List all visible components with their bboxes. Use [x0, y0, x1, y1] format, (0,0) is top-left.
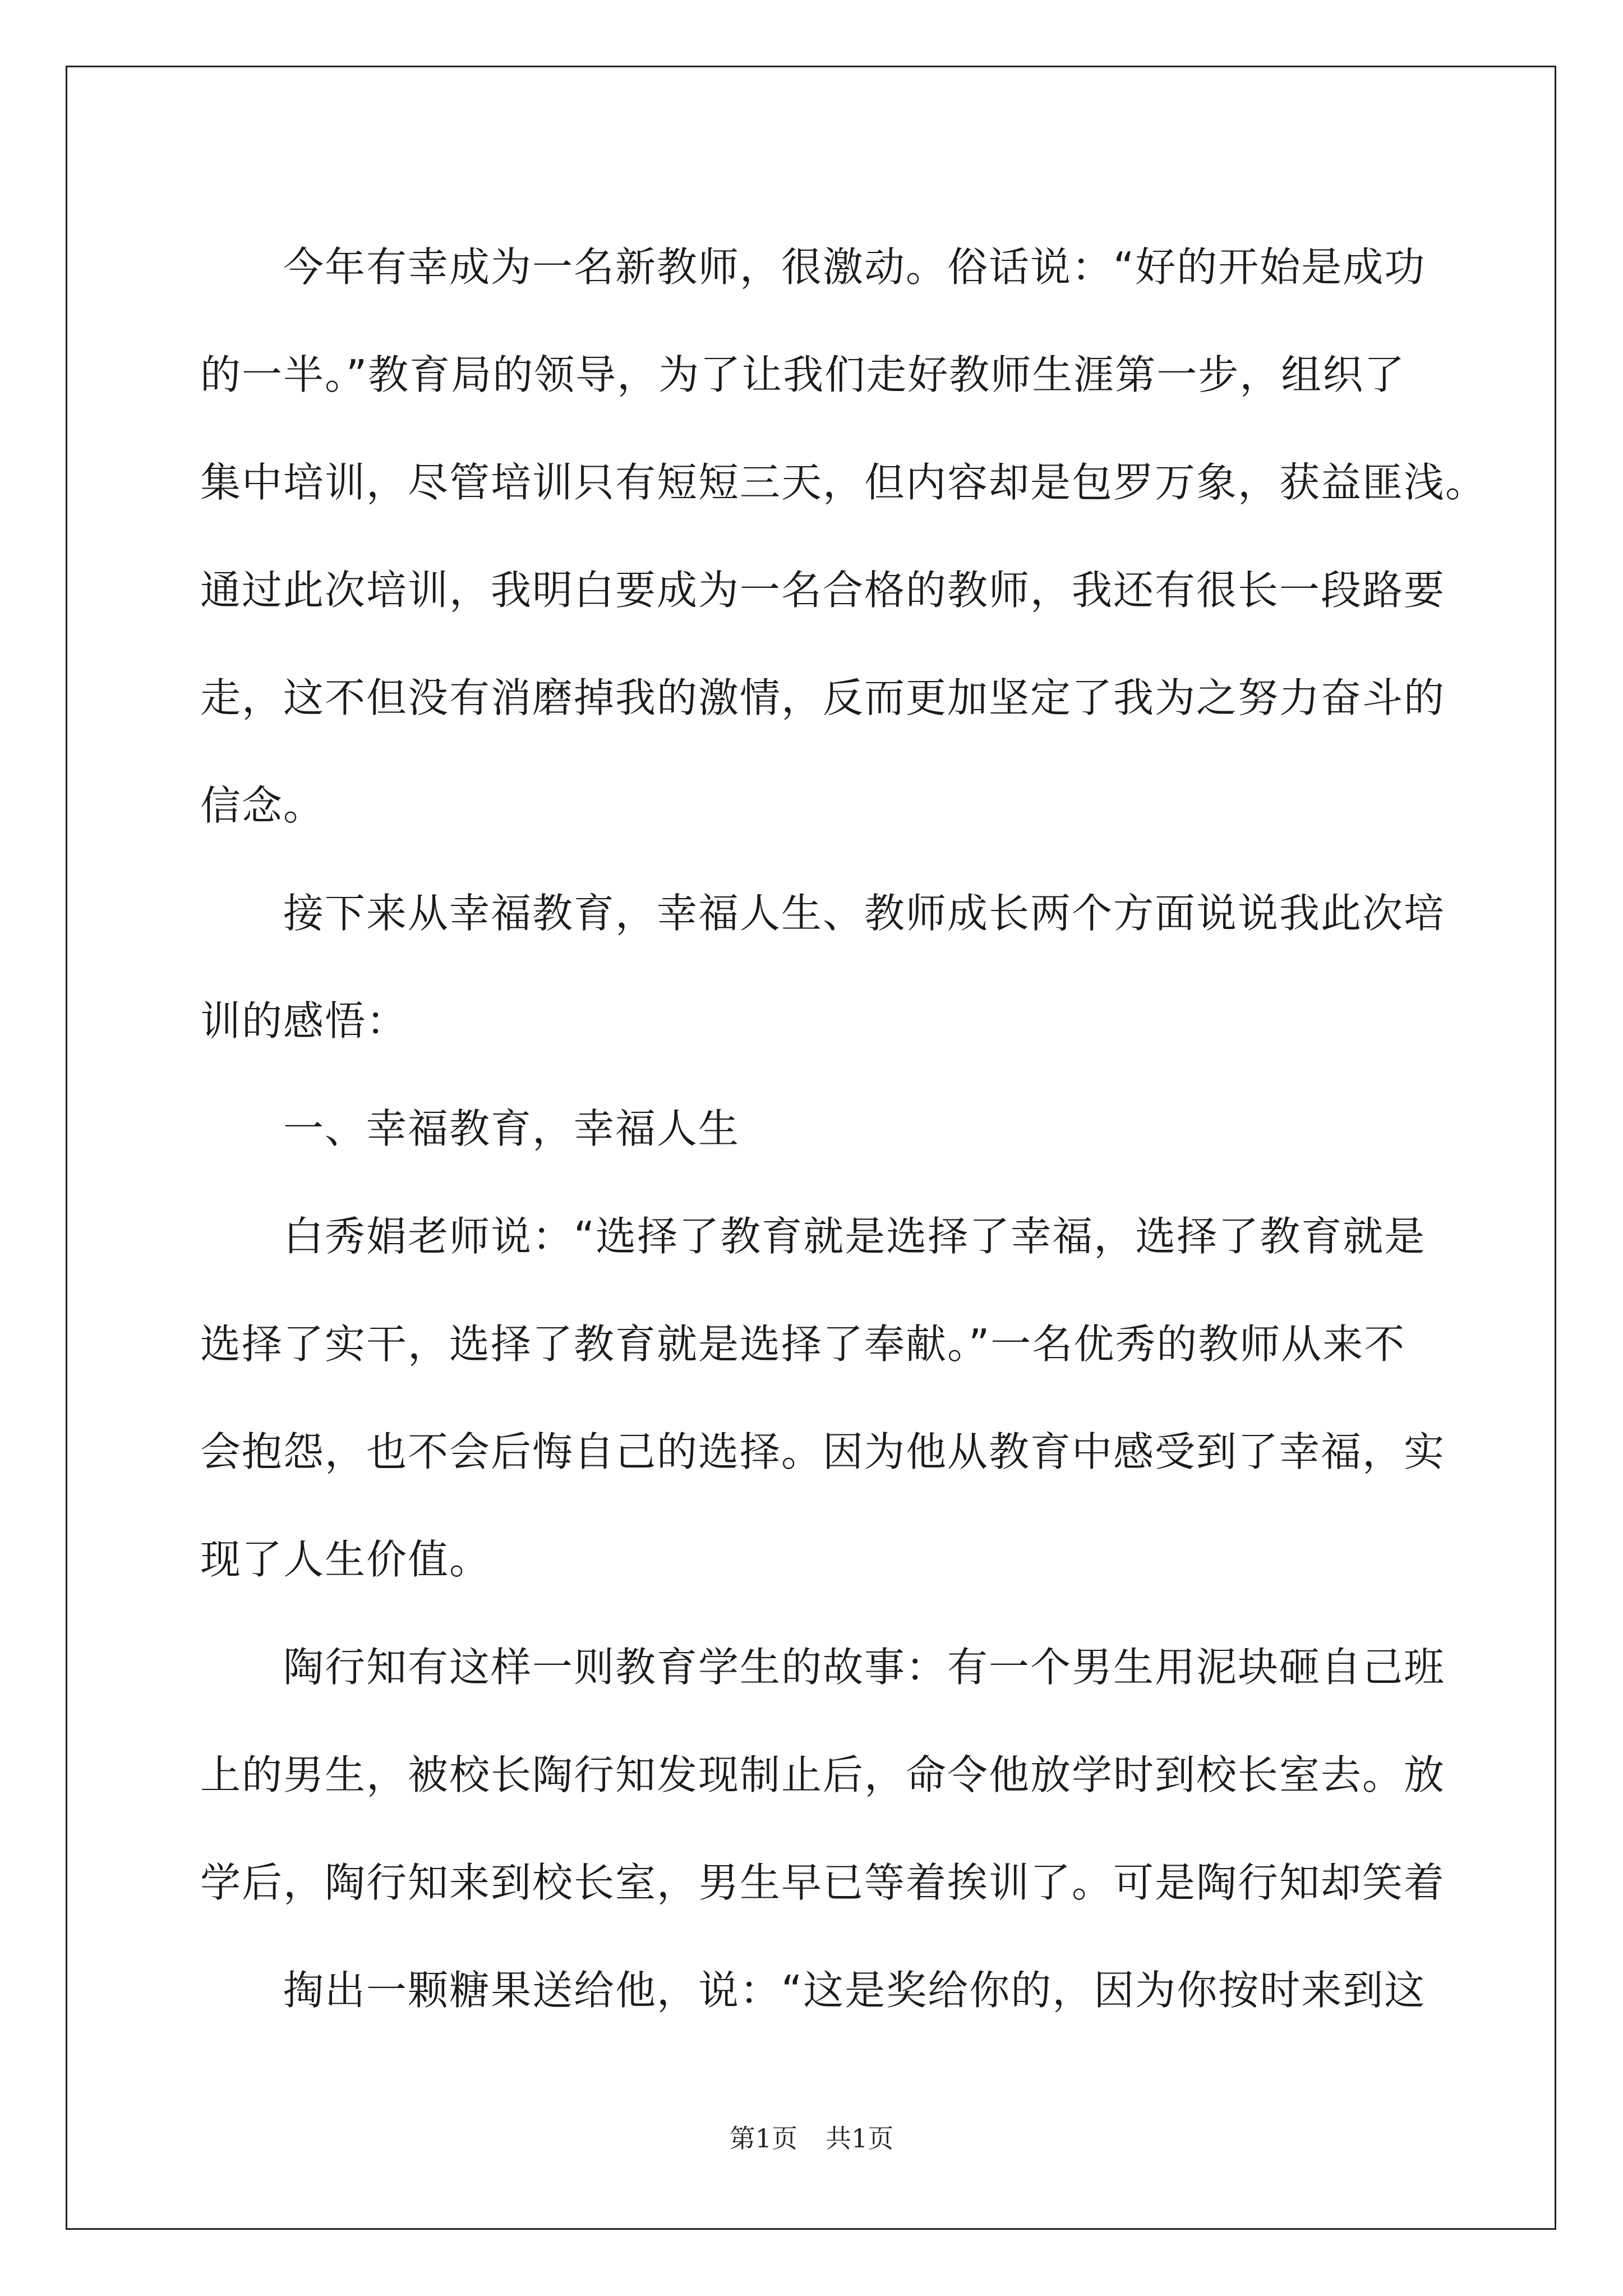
text-line: 训的感悟：: [200, 997, 408, 1045]
text-line: 今年有幸成为一名新教师，很激动。俗话说：“好的开始是成功: [283, 243, 1426, 291]
text-line: 的一半。”教育局的领导，为了让我们走好教师生涯第一步，组织了: [200, 351, 1406, 398]
text-line: 学后，陶行知来到校长室，男生早已等着挨训了。可是陶行知却笑着: [200, 1859, 1446, 1906]
text-line: 走，这不但没有消磨掉我的激情，反而更加坚定了我为之努力奋斗的: [200, 674, 1446, 721]
text-line: 陶行知有这样一则教育学生的故事：有一个男生用泥块砸自己班: [283, 1644, 1446, 1691]
page-footer: [0, 2118, 1623, 2155]
text-line: 集中培训，尽管培训只有短短三天，但内容却是包罗万象，获益匪浅。: [200, 459, 1487, 506]
text-line: 一、幸福教育，幸福人生: [283, 1105, 740, 1152]
text-line: 信念。: [200, 782, 325, 829]
text-line: 通过此次培训，我明白要成为一名合格的教师，我还有很长一段路要: [200, 567, 1446, 614]
text-line: 接下来从幸福教育，幸福人生、教师成长两个方面说说我此次培: [283, 890, 1446, 937]
text-line: 会抱怨，也不会后悔自己的选择。因为他从教育中感受到了幸福，实: [200, 1428, 1446, 1475]
text-line: 上的男生，被校长陶行知发现制止后，命令他放学时到校长室去。放: [200, 1751, 1446, 1798]
text-line: 现了人生价值。: [200, 1536, 491, 1583]
page-total: 共1页: [826, 2123, 894, 2154]
page-number: 第1页: [729, 2123, 797, 2154]
text-line: 白秀娟老师说：“选择了教育就是选择了幸福，选择了教育就是: [283, 1213, 1426, 1260]
text-line: 选择了实干，选择了教育就是选择了奉献。”一名优秀的教师从来不: [200, 1320, 1406, 1368]
text-line: 掏出一颗糖果送给他，说：“这是奖给你的，因为你按时来到这: [283, 1967, 1426, 2014]
document-body: [200, 213, 1487, 2044]
